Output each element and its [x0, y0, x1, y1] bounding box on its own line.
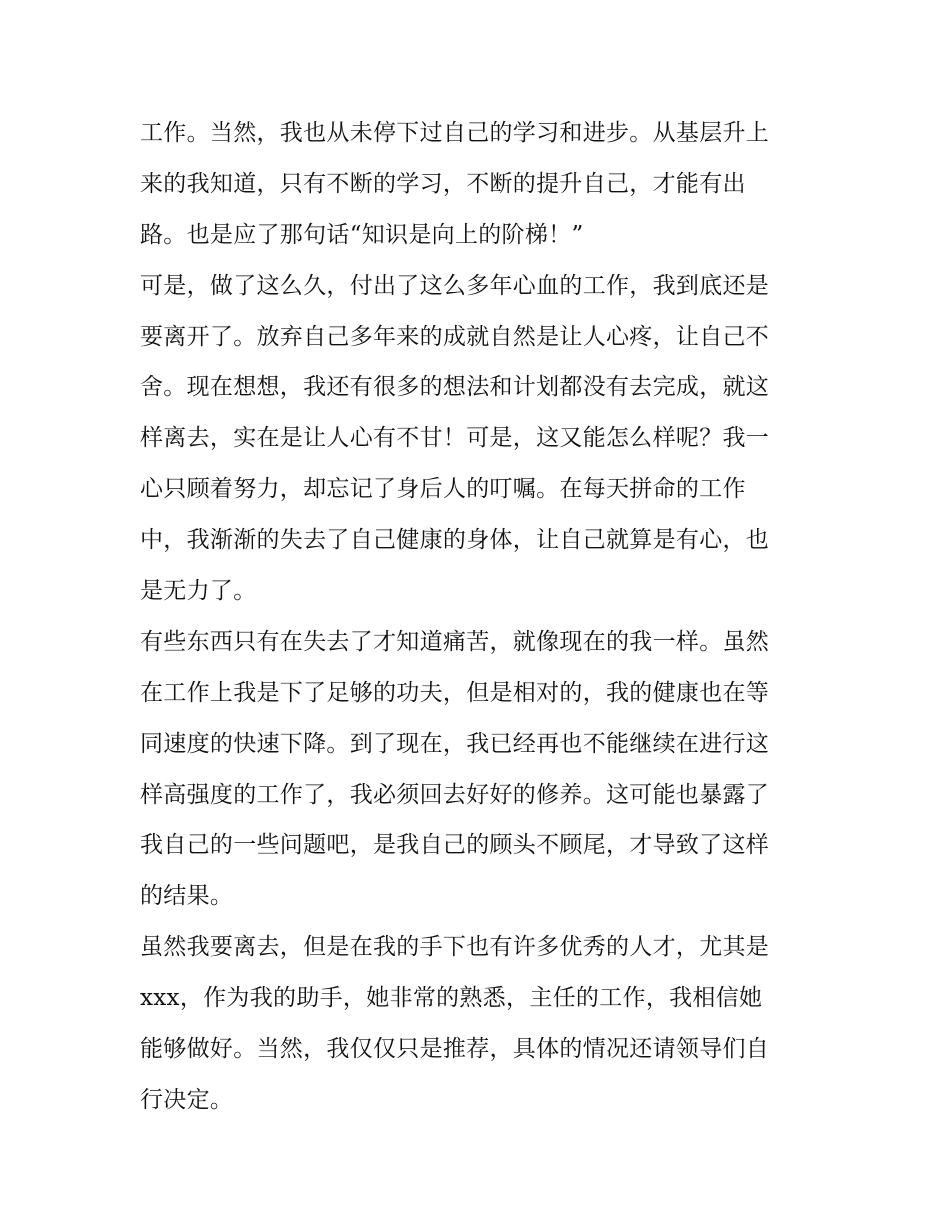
text-line-18: xxx，作为我的助手，她非常的熟悉，主任的工作，我相信她: [140, 985, 763, 1012]
text-line-9: 中，我渐渐的失去了自己健康的身体，让自己就算是有心，也: [140, 527, 770, 554]
text-line-11: 有些东西只有在失去了才知道痛苦，就像现在的我一样。虽然: [140, 628, 770, 655]
text-line-10: 是无力了。: [140, 578, 257, 605]
text-line-12: 在工作上我是下了足够的功夫，但是相对的，我的健康也在等: [140, 679, 770, 706]
text-line-2: 来的我知道，只有不断的学习，不断的提升自己，才能有出: [140, 170, 746, 197]
text-line-13: 同速度的快速下降。到了现在，我已经再也不能继续在进行这: [140, 730, 770, 757]
text-line-4: 可是，做了这么久，付出了这么多年心血的工作，我到底还是: [140, 272, 770, 299]
text-line-20: 行决定。: [140, 1086, 234, 1113]
text-line-5: 要离开了。放弃自己多年来的成就自然是让人心疼，让自己不: [140, 323, 770, 350]
text-line-6: 舍。现在想想，我还有很多的想法和计划都没有去完成，就这: [140, 374, 770, 401]
text-line-1: 工作。当然，我也从未停下过自己的学习和进步。从基层升上: [140, 120, 770, 146]
text-line-14: 样高强度的工作了，我必须回去好好的修养。这可能也暴露了: [140, 781, 770, 808]
text-line-19: 能够做好。当然，我仅仅只是推荐，具体的情况还请领导们自: [140, 1036, 770, 1063]
text-line-8: 心只顾着努力，却忘记了身后人的叮嘱。在每天拼命的工作: [140, 476, 746, 503]
text-line-16: 的结果。: [140, 883, 234, 910]
text-line-15: 我自己的一些问题吧，是我自己的顾头不顾尾，才导致了这样: [140, 832, 770, 859]
text-line-3: 路。也是应了那句话“知识是向上的阶梯！”: [140, 221, 584, 248]
text-line-17: 虽然我要离去，但是在我的手下也有许多优秀的人才，尤其是: [140, 934, 770, 961]
text-line-7: 样离去，实在是让人心有不甘！可是，这又能怎么样呢？我一: [140, 425, 770, 452]
document-body: [140, 108, 812, 1126]
